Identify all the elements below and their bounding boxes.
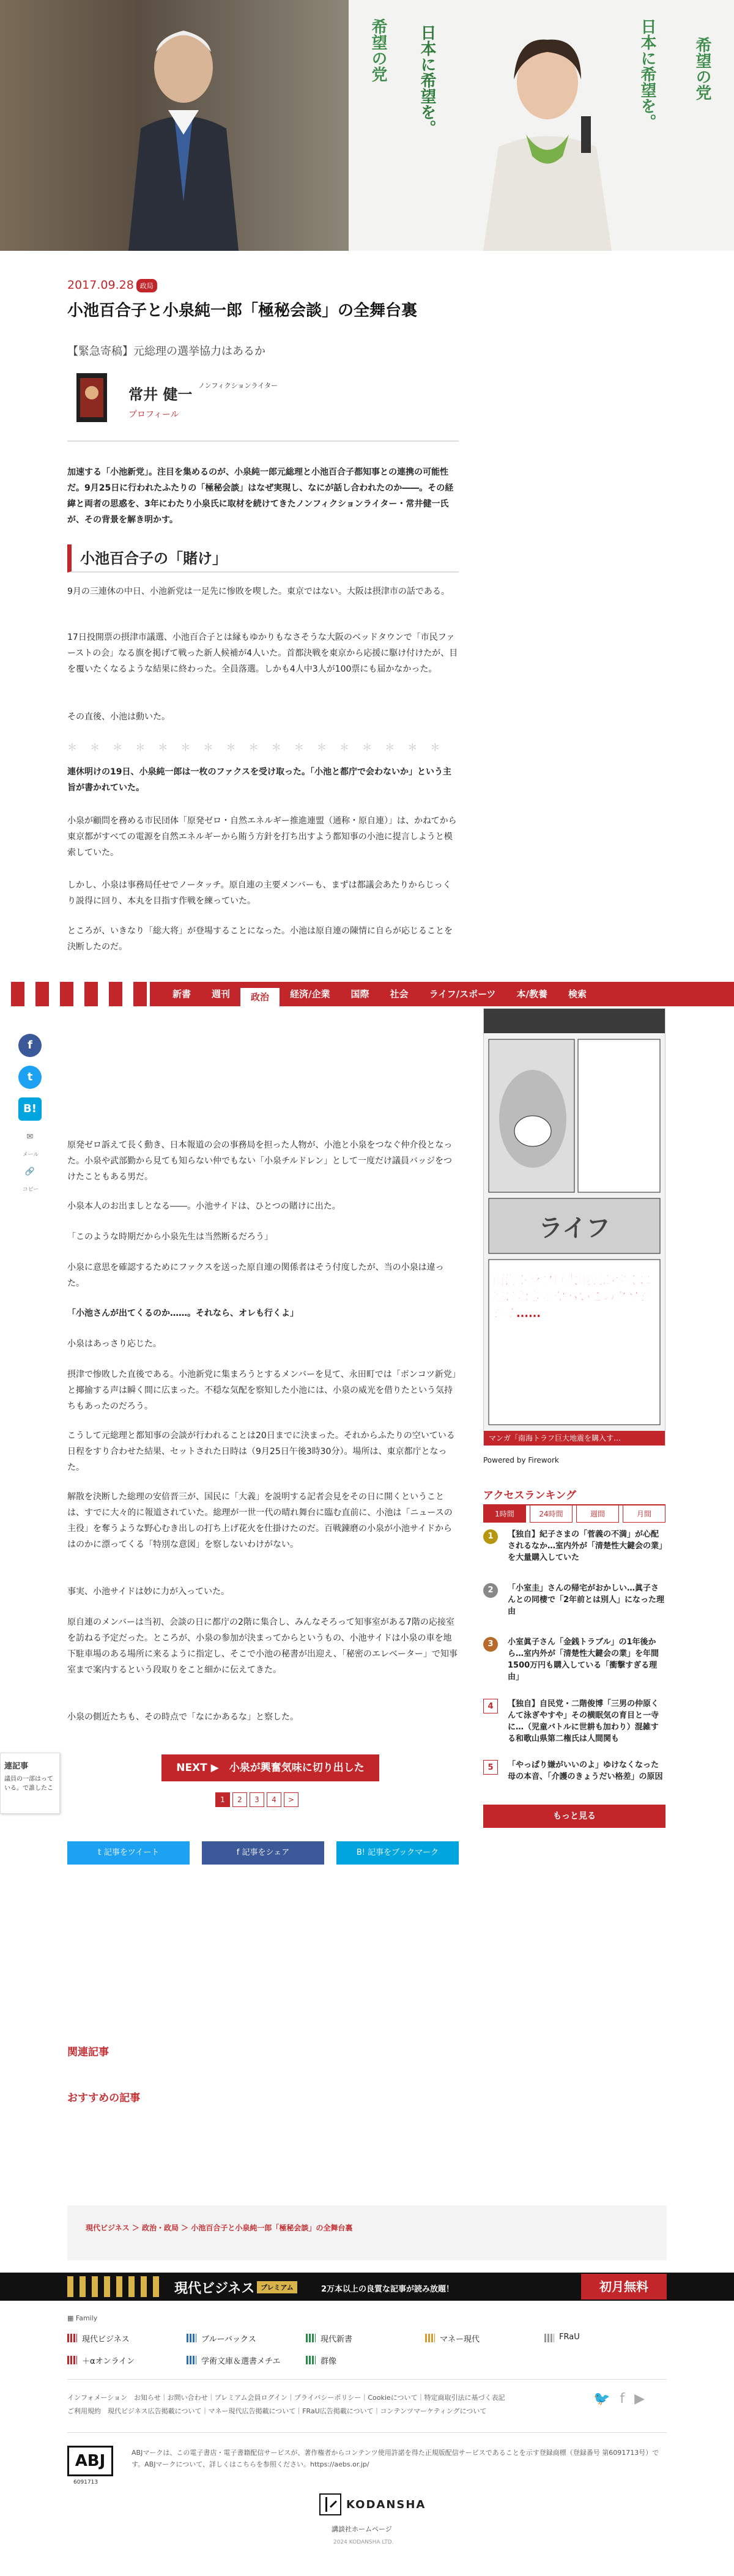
nav-item[interactable]: 社会	[390, 989, 409, 1000]
page-link[interactable]: >	[284, 1792, 298, 1807]
family-label: 学術文庫＆選書メチエ	[201, 2357, 281, 2366]
page-link[interactable]: 3	[250, 1792, 264, 1807]
hatena-bookmark-button[interactable]	[336, 1841, 459, 1865]
page-link[interactable]: 2	[232, 1792, 247, 1807]
hatena-label: 記事をブックマーク	[368, 1848, 439, 1857]
paragraph: 小泉に意思を確認するためにファクスを送った原自連の関係者はそう付度したが、当の小泉は違った。	[67, 1263, 444, 1288]
tweet-button[interactable]	[67, 1841, 190, 1865]
svg-text:ライフ: ライフ	[538, 1214, 610, 1242]
premium-banner[interactable]	[0, 2273, 734, 2301]
nav-item[interactable]: 週刊	[212, 989, 231, 1000]
abj-mark: ABJ	[67, 2446, 113, 2476]
author-role: ノンフィクションライター	[198, 382, 278, 390]
popup-title: 連記事	[4, 1762, 29, 1771]
nav-item[interactable]: ライフ/スポーツ	[429, 989, 496, 1000]
premium-tag: プレミアム	[257, 2281, 297, 2293]
paragraph: 小泉本人のお出ましとなる――。小池サイドは、ひとつの賭けに出た。	[67, 1201, 341, 1211]
related-popup[interactable]	[0, 1753, 60, 1814]
article-lead: 加速する「小池新党」。注目を集めるのが、小泉純一郎元総理と小池百合子都知事との連携の可能性だ。9月25日に行われたふたりの「極秘会談」はなぜ実現し、なにが話し合われたのか――。その経緯と両者の思惑を、3年にわたり小泉氏に取材を続けてきたノンフィクションライター・常井健一氏が、その背景を解き明かす。	[67, 467, 454, 525]
hero-photo-right	[349, 0, 734, 251]
twitter-icon[interactable]: 🐦	[593, 2391, 610, 2407]
rank-title: 小室眞子さん「金銭トラブル」の1年後から…室内外が「清楚性大鍵会の業」を年間1500万円も購入している「衝撃すぎる理由」	[508, 1638, 659, 1682]
share-sidebar	[18, 1034, 43, 1199]
facebook-icon[interactable]: f	[18, 1034, 42, 1057]
rank-title: 「やっぱり嫌がいいのよ」ゆけなくなった母の本音、「介護のきょうだい格差」の原因	[508, 1761, 663, 1781]
ranking-item[interactable]	[483, 1699, 665, 1745]
ranking-tab[interactable]: 24時間	[530, 1505, 573, 1523]
paragraph: 「このような時期だから小泉先生は当然断るだろう」	[67, 1232, 273, 1242]
publisher-name: KODANSHA	[346, 2498, 426, 2511]
related-heading: 関連記事	[67, 2046, 109, 2058]
article-subtitle: 【緊急寄稿】元総理の選挙協力はあるか	[67, 345, 265, 358]
recommended-heading: おすすめの記事	[67, 2092, 141, 2104]
nav-item[interactable]: 検索	[568, 989, 587, 1000]
family-icon	[67, 2334, 77, 2342]
site-logo-stripes[interactable]	[0, 982, 150, 1006]
twitter-icon[interactable]: t	[18, 1066, 42, 1089]
paragraph: 9月の三連休の中日、小池新党は一足先に惨敗を喫した。東京ではない。大阪は摂津市の話である。	[67, 587, 450, 596]
footer	[0, 2301, 734, 2576]
footer-links[interactable]: ご利用規約 現代ビジネス広告掲載について｜マネー現代広告掲載について｜FRaU広告掲載について｜コンテンツマーケティングについて	[67, 2407, 487, 2415]
backdrop-text: 希望の党	[369, 18, 387, 82]
paragraph: ところが、いきなり「総大将」が登場することになった。小池は原自連の陳情に自らが応じることを決断したのだ。	[67, 926, 453, 952]
promo-caption[interactable]: マンガ「南海トラフ巨大地震を購入す…	[484, 1431, 665, 1446]
category-tag[interactable]: 政局	[136, 279, 157, 292]
family-icon	[306, 2334, 316, 2342]
ranking-tab[interactable]: 1時間	[483, 1505, 526, 1523]
rank-title: 「小室圭」さんの帰宅がおかしい…眞子さんとの同棲で「2年前とは別人」になった理由	[508, 1584, 665, 1616]
family-label: ▦ Family	[67, 2314, 98, 2322]
ranking-item[interactable]	[483, 1637, 665, 1683]
free-trial-button[interactable]: 初月無料	[581, 2274, 667, 2299]
rank-number: 3	[483, 1637, 498, 1652]
family-icon	[187, 2356, 196, 2364]
family-link[interactable]	[187, 2355, 280, 2366]
footer-divider	[67, 2432, 667, 2433]
abj-text: ABJマークは、この電子書店・電子書籍配信サービスが、著作権者からコンテンツ使用許諾を得た正規版配信サービスであることを示す登録商標（登録番号 第6091713号）です。ABJマークについて、詳しくはこちらを参照ください。https://aebs.or.jp/	[132, 2449, 659, 2468]
next-label: NEXT ▶	[176, 1762, 219, 1774]
family-icon	[187, 2334, 196, 2342]
page-link[interactable]: 1	[215, 1792, 230, 1807]
family-link[interactable]	[67, 2355, 135, 2366]
powered-by[interactable]: Powered by Firework	[483, 1456, 559, 1464]
paragraph: こうして元総理と都知事の会談が行われることは20日までに決まった。それからふたりの空いている日程をすり合わせた結果、セットされた日時は（9月25日午後3時30分）。場所は、東京都庁となった。	[67, 1431, 455, 1472]
author-avatar[interactable]	[76, 373, 107, 422]
premium-title: 現代ビジネス	[174, 2281, 255, 2296]
next-page-button[interactable]	[161, 1754, 379, 1781]
family-link[interactable]	[306, 2355, 336, 2366]
kodansha-icon	[319, 2493, 341, 2515]
rank-number: 1	[483, 1529, 498, 1544]
pagination	[215, 1792, 298, 1807]
paragraph: 17日投開票の摂津市議選、小池百合子とは縁もゆかりもなさそうな大阪のベッドタウンで「市民ファーストの会」なる旗を掲げて戦った新人候補が4人いた。首都決戦を東京から応援に駆け付けたが、目を覆いたくなるような結果に終わった。全員落選。しかも4人中3人が100票にも届かなかった。	[67, 633, 458, 674]
ranking-heading: アクセスランキング	[483, 1487, 665, 1505]
kodansha-logo[interactable]	[319, 2493, 426, 2515]
family-link[interactable]	[425, 2333, 480, 2344]
ranking-item[interactable]	[483, 1760, 665, 1783]
paragraph-bold: 連休明けの19日、小泉純一郎は一枚のファクスを受け取った。「小池と都庁で会わないか」という主旨が書かれていた。	[67, 767, 452, 793]
paragraph: 摂津で惨敗した直後である。小池新党に集まろうとするメンバーを見て、永田町では「ボンコツ新党」と揶揄する声は瞬く間に広まった。不穏な気配を察知した小池には、小泉の威光を借りたという気持ちもあったのだろう。	[67, 1370, 456, 1411]
family-icon	[306, 2356, 316, 2364]
paragraph: 小泉が顧問を務める市民団体「原発ゼロ・自然エネルギー推進連盟（通称・原自連）」は、かねてから東京都がすべての電源を自然エネルギーから賄う方針を打ち出すよう都知事の小池に提言しようと模索していた。	[67, 816, 457, 858]
facebook-label: 記事をシェア	[242, 1848, 290, 1857]
koike-photo	[471, 24, 624, 251]
paragraph: 小泉の側近たちも、その時点で「なにかあるな」と察した。	[67, 1712, 298, 1722]
nav-item[interactable]: 国際	[350, 989, 369, 1000]
more-button[interactable]: もっと見る	[483, 1805, 665, 1828]
mail-icon[interactable]: ✉	[26, 1132, 34, 1141]
author-profile-link[interactable]: プロフィール	[128, 410, 179, 420]
rank-title: 【独自】紀子さまの「菅義の不満」が心配されるなか…室内外が「清楚性大鍵会の業」を大量購入していた	[508, 1530, 663, 1562]
premium-stripes	[67, 2276, 162, 2297]
hero-image	[0, 0, 734, 251]
rank-title: 【独自】自民党・二階俊博「三男の仲原くんて泳ぎやすや」その横眠気の育目と一寺に…（児童バトルに世耕も加わり）混雑する和歌山県第二権氏は人間関も	[508, 1699, 659, 1743]
youtube-icon[interactable]: ▶	[634, 2391, 645, 2407]
family-label: 現代ビジネス	[82, 2335, 130, 2344]
family-label: ＋αオンライン	[82, 2357, 135, 2366]
manga-promo[interactable]	[483, 1008, 665, 1446]
rank-number: 4	[483, 1699, 498, 1713]
rank-number: 2	[483, 1583, 498, 1598]
ranking-item[interactable]	[483, 1583, 665, 1618]
paragraph: 原発ゼロ訴えて長く動き、日本報道の会の事務局を担った人物が、小池と小泉をつなぐ仲介役となった。小泉や武部勤から見ても知らない仲でもない「小泉チルドレン」として一度だけ議員バッジをつけたこともある男だ。	[67, 1140, 453, 1182]
family-label: 現代新書	[321, 2335, 353, 2344]
paragraph-bold: 「小池さんが出てくるのか……。それなら、オレも行くよ」	[67, 1308, 298, 1318]
mail-label: メール	[22, 1152, 39, 1158]
paragraph: しかし、小泉は事務局任せでノータッチ。原自連の主要メンバーも、まずは都議会あたりからじっくり説得に回り、本丸を目指す作戦を練っていた。	[67, 880, 451, 906]
manga-panels	[484, 1009, 665, 1431]
family-link[interactable]	[67, 2333, 130, 2344]
family-label: ブルーバックス	[201, 2335, 256, 2344]
promo-text: 南海トラフ巨大地震がすぐに逃げなきゃヤバいこのクソジジイ……	[492, 1272, 658, 1321]
section-heading: 小池百合子の「賭け」	[67, 544, 459, 573]
footer-sns	[593, 2391, 645, 2407]
paragraph: 原自連のメンバーは当初、会談の日に都庁の2階に集合し、みんなそろって知事室がある7階の応接室を訪ねる予定だった。ところが、小泉の参加が決まってからというもの、小池サイドは小泉の車を地下駐車場のある場所に来るように指定し、そこで小池の秘書が出迎え、「秘密のエレベーター」で知事室まで案内するという段取りをこと細かに伝えてきた。	[67, 1617, 458, 1675]
popup-text: 議員の一部はっている。で誰したこ	[4, 1776, 53, 1792]
paragraph: 事実、小池サイドは妙に力が入っていた。	[67, 1587, 230, 1597]
next-text: 小泉が興奮気味に切り出した	[229, 1762, 365, 1774]
backdrop-text: 希望の党	[693, 37, 711, 100]
ranking-tabs	[483, 1505, 665, 1523]
family-icon: ▦	[67, 2314, 76, 2322]
separator-stars: ＊ ＊ ＊ ＊ ＊ ＊ ＊ ＊ ＊ ＊ ＊ ＊ ＊ ＊ ＊ ＊ ＊	[67, 741, 445, 753]
facebook-share-button[interactable]	[202, 1841, 324, 1865]
divider	[67, 440, 459, 442]
paragraph: 小泉はあっさり応じた。	[67, 1339, 161, 1349]
family-label: FRaU	[559, 2333, 580, 2342]
global-nav	[0, 982, 734, 1006]
backdrop-text: 日本に希望を。	[638, 18, 656, 130]
publisher-link[interactable]: 講談社ホームページ	[332, 2525, 392, 2533]
family-icon	[425, 2334, 435, 2342]
family-label: マネー現代	[440, 2335, 480, 2344]
facebook-icon[interactable]: f	[620, 2391, 625, 2407]
rank-number: 5	[483, 1760, 498, 1775]
family-icon	[544, 2334, 554, 2342]
ranking-tab[interactable]: 週間	[576, 1505, 619, 1523]
family-label: 群像	[321, 2357, 337, 2366]
author-name[interactable]: 常井 健一	[128, 386, 193, 403]
copyright: 2024 KODANSHA LTD.	[333, 2539, 394, 2545]
nav-item[interactable]: 新書	[172, 989, 191, 1000]
abj-number: 6091713	[73, 2479, 98, 2485]
family-icon	[67, 2356, 77, 2364]
footer-divider	[67, 2379, 667, 2380]
nav-item[interactable]: 経済/企業	[290, 989, 330, 1000]
nav-item[interactable]: 本/教養	[516, 989, 548, 1000]
author-box	[67, 367, 459, 440]
backdrop-text: 日本に希望を。	[418, 24, 436, 136]
premium-text: 2万本以上の良質な記事が読み放題！	[321, 2285, 454, 2294]
koizumi-photo	[122, 18, 245, 251]
hatena-icon: B!	[356, 1848, 368, 1857]
ranking-item[interactable]	[483, 1529, 665, 1564]
family-link[interactable]	[306, 2333, 352, 2344]
nav-item[interactable]: 政治	[240, 988, 280, 1006]
copy-label: コピー	[22, 1187, 39, 1193]
hatena-icon[interactable]: B!	[18, 1097, 42, 1121]
nav-items	[162, 982, 597, 1006]
page-link[interactable]: 4	[267, 1792, 281, 1807]
breadcrumb[interactable]: 現代ビジネス ＞ 政治・政局 ＞ 小池百合子と小泉純一郎「極秘会談」の全舞台裏	[67, 2205, 667, 2260]
footer-links[interactable]: インフォメーション お知らせ｜お問い合わせ｜プレミアム会員ログイン｜プライバシーポリシー｜Cookieについて｜特定商取引法に基づく表記	[67, 2394, 505, 2402]
twitter-icon: 𝕥	[97, 1848, 104, 1857]
family-link[interactable]	[544, 2333, 580, 2342]
link-icon[interactable]: 🔗	[24, 1167, 35, 1176]
tweet-label: 記事をツイート	[103, 1848, 160, 1857]
hero-photo-left	[0, 0, 349, 251]
family-link[interactable]	[187, 2333, 256, 2344]
article-date: 2017.09.28 政局	[67, 278, 157, 292]
paragraph: その直後、小池は動いた。	[67, 712, 170, 722]
article-title: 小池百合子と小泉純一郎「極秘会談」の全舞台裏	[67, 302, 418, 320]
ranking-tab[interactable]: 月間	[623, 1505, 665, 1523]
paragraph: 解散を決断した総理の安倍晋三が、国民に「大義」を説明する記者会見をその日に開くということは、すでに大々的に報道されていた。総理が一世一代の晴れ舞台に臨む直前に、小池は「ニュースの主役」を奪うような野心むき出しの打ち上げ花火を仕掛けたのだ。百戦錬磨の小泉が小池サイドからはのかに漂ってくる「特別な意図」を察しないわけがない。	[67, 1492, 453, 1550]
facebook-icon: f	[236, 1848, 242, 1857]
